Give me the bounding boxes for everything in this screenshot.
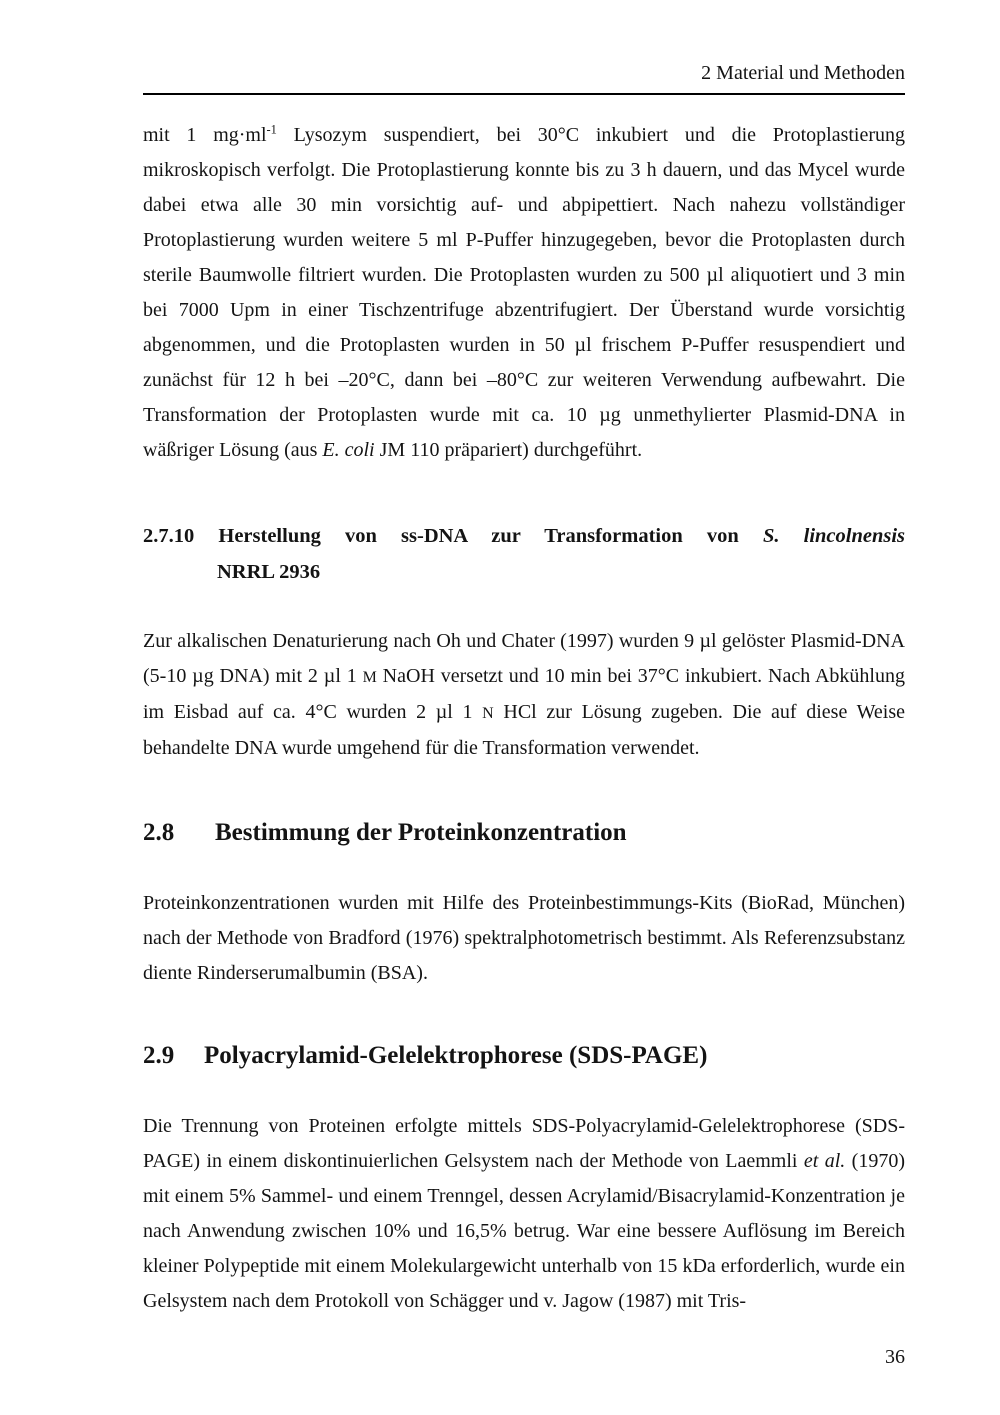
paragraph-sds-page [143,1109,905,1319]
species-name-italic: S. lincolnensis [762,525,906,547]
section-title: Herstellung von ss-DNA zur Transformation von [218,525,739,547]
paragraph-text: mit 1 mg·ml [143,124,267,146]
running-header [143,60,905,95]
section-number: 2.8 [143,819,175,846]
section-heading-2-7-10-line1 [143,518,905,554]
section-title: Polyacrylamid-Gelelektrophorese (SDS-PAGE) [204,1042,708,1069]
paragraph-text: Lysozym suspendiert, bei 30°C inkubiert und die Protoplastierung mikroskopisch verfolgt. Die Protoplastierung konnte bis zu 3 h dauern, und das Mycel wurde dabei etwa alle 30 min vorsichtig auf- und abpipettiert. Nach nahezu vollständiger Protoplastierung wurden weitere 5 ml P-Puffer hinzugegeben, bevor die Protoplasten durch sterile Baumwolle filtriert wurden. Die Protoplasten wurden zu 500 µl aliquotiert und 3 min bei 7000 Upm in einer Tischzentrifuge abzentrifugiert. Der Überstand wurde vorsichtig abgenommen, und die Protoplasten wurden in 50 µl frischem P-Puffer resuspendiert und zunächst für 12 h bei –20°C, dann bei –80°C zur weiteren Verwendung aufbewahrt. Die Transformation der Protoplasten wurde mit ca. 10 µg unmethylierter Plasmid-DNA in wäßriger Lösung (aus [143,124,906,461]
normal-unit-smallcap: N [482,705,494,722]
paragraph-text: Proteinkonzentrationen wurden mit Hilfe des Proteinbestimmungs-Kits (BioRad, München) nach der Methode von Bradford (1976) spektralphotometrisch bestimmt. Als Referenzsubstanz diente Rinderserumalbumin (BSA). [143,892,905,984]
running-header-title: 2 Material und Methoden [701,62,905,84]
molar-unit-smallcap: M [362,669,377,686]
paragraph-text: (1970) mit einem 5% Sammel- und einem Trenngel, dessen Acrylamid/Bisacrylamid-Konzentration je nach Anwendung zwischen 10% und 16,5% betrug. War eine bessere Auflösung im Bereich kleiner Polypeptide mit einem Molekulargewicht unterhalb von 15 kDa erforderlich, wurde ein Gelsystem nach dem Protokoll von Schägger und v. Jagow (1987) mit Tris- [143,1150,905,1312]
section-number: 2.7.10 [143,525,195,547]
section-title: Bestimmung der Proteinkonzentration [215,819,627,846]
section-heading-2-8 [143,818,905,848]
et-al-italic: et al. [803,1150,846,1172]
paragraph-text: NaOH versetzt und 10 min bei 37°C inkubiert. Nach Abkühlung im Eisbad auf ca. 4°C wurden 2 µl 1 [143,665,905,723]
paragraph-protein-concentration [143,886,905,991]
paragraph-ssdna [143,624,905,766]
paragraph-text: Die Trennung von Proteinen erfolgte mittels SDS-Polyacrylamid-Gelelektrophorese (SDS-PAGE) in einem diskontinuierlichen Gelsystem nach der Methode von Laemmli [143,1115,905,1172]
section-number: 2.9 [143,1042,175,1069]
section-heading-2-7-10-line2: NRRL 2936 [217,561,321,583]
page-number: 36 [885,1346,905,1368]
species-name-italic: E. coli [322,439,375,461]
superscript-exponent: -1 [266,122,277,137]
paragraph-text: HCl zur Lösung zugeben. Die auf diese Weise behandelte DNA wurde umgehend für die Transformation verwendet. [143,701,905,759]
paragraph-text: JM 110 präpariert) durchgeführt. [374,439,643,461]
section-heading-2-9 [143,1041,905,1071]
paragraph-protoplasting [143,118,905,468]
paragraph-text: Zur alkalischen Denaturierung nach Oh und Chater (1997) wurden 9 µl gelöster Plasmid-DNA (5-10 µg DNA) mit 2 µl 1 [143,630,905,687]
section-heading-2-7-10 [143,518,905,590]
